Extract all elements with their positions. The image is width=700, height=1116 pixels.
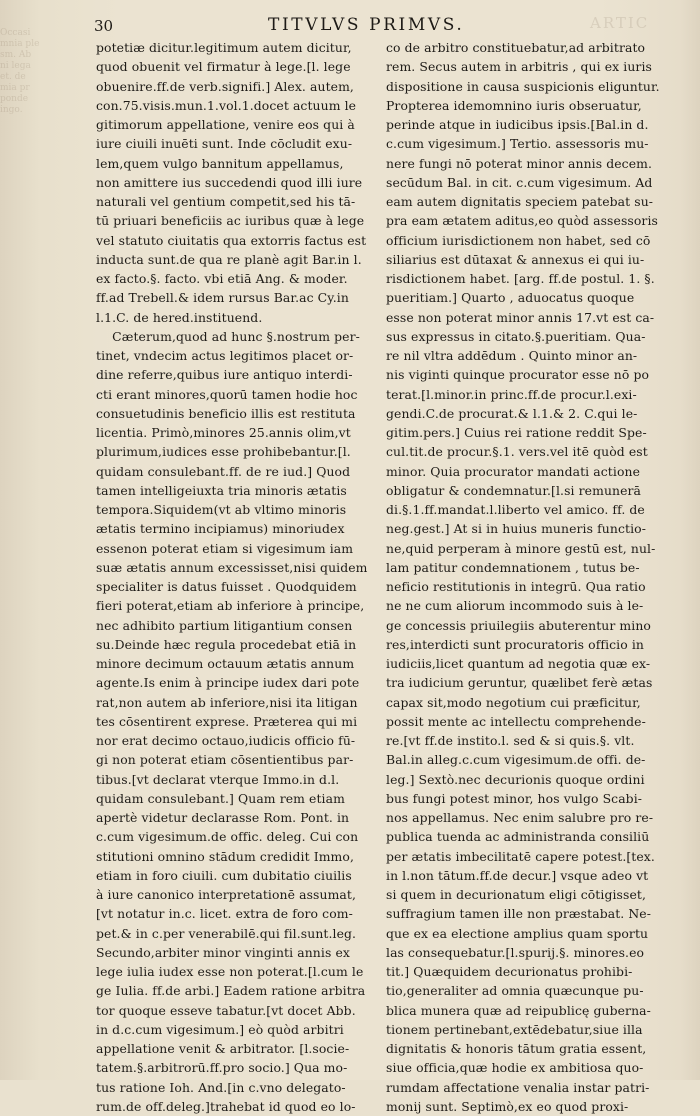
running-head-word-2: PRIMVS. (369, 15, 465, 35)
text-line: las consequebatur.[l.spurij.§. minores.eo (386, 944, 645, 960)
text-line: dignitatis & honoris tātum gratia essent, (386, 1041, 647, 1056)
text-line: Secundo,arbiter minor vinginti annis ex (96, 944, 350, 960)
text-line: fieri poterat,etiam ab inferiore à principe, (96, 598, 365, 614)
text-line: ge Iulia. ff.de arbi.] Eadem ratione arbitra (96, 983, 366, 999)
text-line: risdictionem habet. [arg. ff.de postul. 1. §. (386, 271, 655, 286)
text-line: tus ratione Ioh. And.[in c.vno delegato- (96, 1079, 346, 1095)
text-line: con.75.visis.mun.1.vol.1.docet actuum le (96, 97, 357, 113)
text-line: lem,quem vulgo bannitum appellamus, (96, 155, 344, 171)
text-line: nos appellamus. Nec enim salubre pro re- (386, 810, 654, 825)
text-line: suæ ætatis annum excessisset,nisi quidem (96, 559, 368, 575)
text-line: blica munera quæ ad reipublicę guberna- (386, 1002, 651, 1018)
text-line: consuetudinis beneficio illis est restituta (96, 405, 356, 421)
text-line: licentia. Primò,minores 25.annis olim,vt (96, 425, 351, 440)
text-line: vel statuto ciuitatis qua extorris factus est (96, 232, 367, 248)
text-line: nor erat decimo octauo,iudicis officio fū- (96, 733, 356, 748)
text-line: ætatis termino incipiamus) minoriudex (96, 521, 345, 537)
text-line: Cæterum,quod ad hunc §.nostrum per- (96, 328, 360, 344)
text-line: ne,quid perperam à minore gestū est, nul- (386, 540, 656, 556)
bleed-through-heading: ARTIC (590, 14, 650, 32)
text-line: co de arbitro constituebatur,ad arbitrato (386, 40, 646, 55)
text-line: agente.Is enim à principe iudex dari pote (96, 675, 360, 691)
text-line: si quem in decurionatum eligi cōtigisset, (386, 887, 647, 902)
text-line: iure ciuili inuēti sunt. Inde cōcludit exu- (96, 136, 353, 152)
text-line: Bal.in alleg.c.cum vigesimum.de offi. de- (386, 752, 646, 768)
text-line: ne ne cum aliorum incommodo suis à le- (386, 598, 644, 614)
text-line: inducta sunt.de qua re planè agit Bar.in l. (96, 251, 362, 267)
text-line: specialiter is datus fuisset . Quodquidem (96, 579, 357, 594)
text-line: perinde atque in iudicibus ipsis.[Bal.in d. (386, 117, 649, 132)
text-line: iudiciis,licet quantum ad negotia quæ ex- (386, 656, 651, 671)
text-line: sus expressus in citato.§.pueritiam. Qua- (386, 328, 646, 344)
text-line: tor quoque esseve tabatur.[vt docet Abb. (96, 1002, 356, 1018)
text-line: non amittere ius succedendi quod illi iure (96, 174, 363, 190)
text-line: à iure canonico interpretationē assumat, (96, 887, 357, 902)
text-line: pueritiam.] Quarto , aduocatus quoque (386, 290, 635, 306)
text-line: terat.[l.minor.in princ.ff.de procur.l.exi- (386, 386, 637, 402)
page-number: 30 (94, 17, 114, 35)
text-line: monij sunt. Septimò,ex eo quod proxi- (386, 1098, 629, 1114)
text-line: potetiæ dicitur.legitimum autem dicitur, (96, 40, 352, 55)
text-line: su.Deinde hæc regula procedebat etiā in (96, 636, 357, 652)
text-line: nec adhibito partium litigantium consen (96, 617, 353, 633)
text-line: etiam in foro ciuili. cum dubitatio ciuilis (96, 867, 352, 883)
text-line: tra iudicium geruntur, quælibet ferè ætas (386, 675, 653, 691)
text-line: tinet, vndecim actus legitimos placet or- (96, 348, 354, 363)
text-line: gitim.pers.] Cuius rei ratione reddit Spe- (386, 425, 647, 440)
text-line: leg.] Sextò.nec decurionis quoque ordini (386, 771, 645, 787)
text-line: stitutioni omnino stādum credidit Immo, (96, 848, 354, 864)
text-line: rem. Secus autem in arbitris , qui ex iuris (386, 59, 652, 75)
text-line: obligatur & condemnatur.[l.si remunerā (386, 482, 642, 498)
text-line: nere fungi nō poterat minor annis decem. (386, 155, 653, 171)
text-line: quidam consulebant.] Quam rem etiam (96, 790, 345, 806)
text-line: pra eam ætatem aditus,eo quòd assessoris (386, 213, 658, 229)
text-line: tes cōsentirent exprese. Præterea qui mi (96, 713, 358, 729)
right-text-column (386, 38, 664, 1116)
text-line: tibus.[vt declarat vterque Immo.in d.l. (96, 771, 340, 787)
text-line: naturali vel gentium competit,sed his tā- (96, 194, 356, 209)
left-text-column (96, 38, 374, 1116)
text-line: siliarius est dūtaxat & annexus ei qui iu- (386, 251, 645, 267)
text-line: neficio restitutionis in integrū. Qua ratio (386, 579, 646, 594)
text-line: rat,non autem ab inferiore,nisi ita litigan (96, 694, 358, 710)
text-line: ex facto.§. facto. vbi etiā Ang. & moder. (96, 271, 348, 286)
text-line: officium iurisdictionem non habet, sed cō (386, 232, 651, 248)
text-line: res,interdicti sunt procuratoris officio in (386, 636, 644, 652)
text-line: appellatione venit & arbitrator. [l.socie- (96, 1041, 350, 1056)
text-line: neg.gest.] At si in huius muneris functio- (386, 521, 646, 537)
text-line: gendi.C.de procurat.& l.1.& 2. C.qui le- (386, 405, 638, 421)
text-line: minor. Quia procurator mandati actione (386, 463, 641, 479)
text-line: secūdum Bal. in cit. c.cum vigesimum. Ad (386, 174, 653, 190)
text-line: cti erant minores,quorū tamen hodie hoc (96, 386, 358, 402)
text-line: pet.& in c.per venerabilē.qui fil.sunt.leg. (96, 925, 357, 941)
text-line: essenon poterat etiam si vigesimum iam (96, 540, 354, 556)
text-line: rum.de off.deleg.]trahebat id quod eo lo- (96, 1098, 356, 1114)
text-line: quod obuenit vel firmatur à lege.[l. lege (96, 59, 351, 75)
text-line: lege iulia iudex esse non poterat.[l.cum le (96, 964, 364, 979)
text-line: tempora.Siquidem(vt ab vltimo minoris (96, 502, 347, 517)
text-line: obuenire.ff.de verb.signifi.] Alex. autem, (96, 78, 354, 94)
bleed-through-margin: Occasi mnia ple sm. Ab ni lega et. de mia pr ponde ingo. (0, 28, 40, 115)
text-line: ff.ad Trebell.& idem rursus Bar.ac Cy.in (96, 290, 349, 306)
text-line: eam autem dignitatis speciem patebat su- (386, 194, 654, 209)
text-line: per ætatis imbecilitatē capere potest.[tex. (386, 848, 655, 864)
text-line: di.§.1.ff.mandat.l.liberto vel amico. ff. de (386, 502, 645, 517)
text-line: in d.c.cum vigesimum.] eò quòd arbitri (96, 1021, 344, 1037)
text-line: possit mente ac intellectu comprehende- (386, 713, 646, 729)
text-line: publica tuenda ac administranda consiliū (386, 829, 650, 845)
text-line: minore decimum octauum ætatis annum (96, 656, 355, 671)
text-line: re nil vltra addēdum . Quinto minor an- (386, 348, 638, 363)
running-head (268, 14, 464, 36)
text-line: tit.] Quæquidem decurionatus prohibi- (386, 964, 633, 979)
text-line: bus fungi potest minor, hos vulgo Scabi- (386, 790, 643, 806)
text-line: c.cum vigesimum.de offic. deleg. Cui con (96, 829, 359, 845)
text-line: apertè videtur declarasse Rom. Pont. in (96, 810, 350, 825)
text-line: dine referre,quibus iure antiquo interdi- (96, 367, 353, 383)
text-line: lam patitur condemnationem , tutus be- (386, 559, 640, 575)
text-line: tio,generaliter ad omnia quæcunque pu- (386, 983, 644, 999)
text-line: in l.non tātum.ff.de decur.] vsque adeo vt (386, 867, 649, 883)
text-line: tatem.§.arbitrorū.ff.pro socio.] Qua mo- (96, 1060, 348, 1076)
text-line: tionem pertinebant,extēdebatur,siue illa (386, 1021, 643, 1037)
text-line: capax sit,modo negotium cui præficitur, (386, 694, 641, 710)
text-line: gi non poterat etiam cōsentientibus par- (96, 752, 354, 768)
running-head-word-1: TITVLVS (268, 15, 362, 35)
text-line: suffragium tamen ille non præstabat. Ne- (386, 906, 652, 922)
text-line: tamen intelligeiuxta tria minoris ætatis (96, 482, 347, 498)
text-line: tū priuari beneficiis ac iuribus quæ à lege (96, 213, 365, 229)
text-line: re.[vt ff.de instito.l. sed & si quis.§. vlt. (386, 733, 635, 748)
text-line: nis viginti quinque procurator esse nō po (386, 367, 650, 383)
text-line: ge concessis priuilegiis abuterentur mino (386, 617, 651, 633)
text-line: l.1.C. de hered.instituend. (96, 309, 263, 325)
text-line: que ex ea electione amplius quam sportu (386, 925, 649, 941)
text-line: c.cum vigesimum.] Tertio. assessoris mu- (386, 136, 649, 152)
text-line: cul.tit.de procur.§.1. vers.vel itē quòd est (386, 444, 648, 460)
text-line: gitimorum appellatione, venire eos qui à (96, 117, 355, 132)
text-line: siue officia,quæ hodie ex ambitiosa quo- (386, 1060, 644, 1076)
text-line: Propterea idemomnino iuris obseruatur, (386, 97, 642, 113)
text-line: dispositione in causa suspicionis eliguntur. (386, 78, 660, 94)
text-line: quidam consulebant.ff. de re iud.] Quod (96, 463, 351, 479)
text-line: esse non poterat minor annis 17.vt est ca- (386, 309, 655, 325)
text-line: plurimum,iudices esse prohibebantur.[l. (96, 444, 351, 460)
text-line: [vt notatur in.c. licet. extra de foro com- (96, 906, 353, 922)
text-line: rumdam affectatione venalia instar patri- (386, 1079, 650, 1095)
